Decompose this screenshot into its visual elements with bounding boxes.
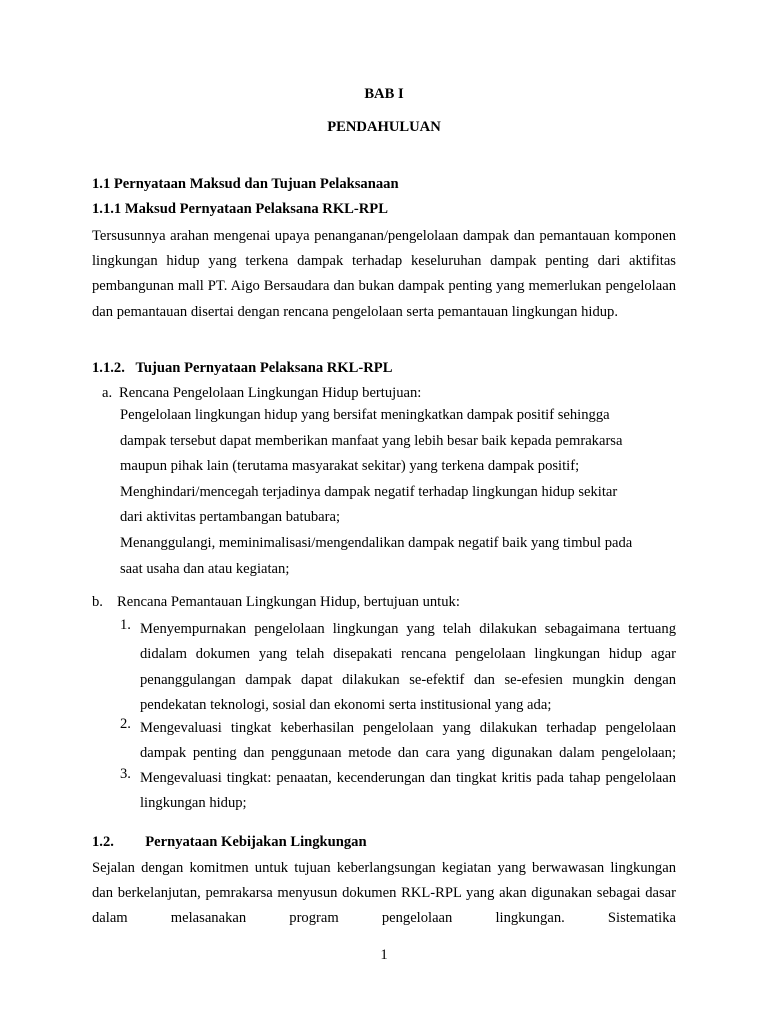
- list-lead: Rencana Pengelolaan Lingkungan Hidup bertujuan:: [119, 385, 422, 401]
- detail-line: dari aktivitas pertambangan batubara;: [120, 509, 341, 526]
- section-1-1-2-heading: 1.1.2. Tujuan Pernyataan Pelaksana RKL-RPL: [92, 360, 393, 376]
- detail-line: dampak tersebut dapat memberikan manfaat yang lebih besar baik kepada pemrakarsa: [120, 432, 623, 449]
- item-a-details: [120, 403, 680, 582]
- item-number: 1.: [120, 617, 131, 633]
- section-1-2-heading: [92, 834, 676, 851]
- detail-line: maupun pihak lain (terutama masyarakat sekitar) yang terkena dampak positif;: [120, 458, 580, 475]
- section-1-1-heading: 1.1 Pernyataan Maksud dan Tujuan Pelaksanaan: [92, 176, 399, 192]
- detail-line: Menghindari/mencegah terjadinya dampak negatif terhadap lingkungan hidup sekitar: [120, 483, 618, 500]
- item-number: 2.: [120, 716, 131, 732]
- paragraph: Tersusunnya arahan mengenai upaya penanganan/pengelolaan dampak dan pemantauan komponen lingkungan hidup yang terkena dampak terhadap keseluruhan dampak penting dari aktifitas pembangunan mall PT. Aigo Bersaudara dan bukan dampak penting yang memerlukan pengelolaan dan pemantauan disertai dengan rencana pengelolaan serta pemantauan lingkungan hidup.: [92, 228, 676, 320]
- item-text: Mengevaluasi tingkat: penaatan, kecenderungan dan tingkat kritis pada tahap pengelolaan lingkungan hidup;: [140, 770, 676, 812]
- section-1-2-body: [92, 856, 676, 932]
- detail-line: saat usaha dan atau kegiatan;: [120, 560, 290, 577]
- list-lead: Rencana Pemantauan Lingkungan Hidup, bertujuan untuk:: [117, 594, 460, 610]
- section-number: 1.2.: [92, 834, 114, 850]
- section-1-1-1-heading: 1.1.1 Maksud Pernyataan Pelaksana RKL-RPL: [92, 201, 388, 217]
- detail-line: Pengelolaan lingkungan hidup yang bersifat meningkatkan dampak positif sehingga: [120, 407, 610, 423]
- item-number: 3.: [120, 766, 131, 782]
- chapter-number: BAB I: [364, 86, 404, 102]
- chapter-title: PENDAHULUAN: [327, 119, 441, 135]
- detail-line: Menanggulangi, meminimalisasi/mengendalikan dampak negatif baik yang timbul pada: [120, 534, 633, 551]
- section-title: Pernyataan Kebijakan Lingkungan: [145, 834, 367, 850]
- page-number: 1: [380, 947, 388, 963]
- list-label: b.: [92, 594, 103, 610]
- item-text: Menyempurnakan pengelolaan lingkungan yang telah dilakukan sebagaimana tertuang didalam dokumen yang telah disepakati rencana pengelolaan lingkungan hidup agar penanggulangan dampak dapat dilakukan se-efektif dan se-efesien mungkin dengan pendekatan teknologi, sosial dan ekonomi serta institusional yang ada;: [140, 621, 676, 714]
- paragraph: Sejalan dengan komitmen untuk tujuan keberlangsungan kegiatan yang berwawasan lingkungan dan berkelanjutan, pemrakarsa menyusun dokumen RKL-RPL yang akan digunakan sebagai dasar dalam melasanakan program pengelolaan lingkungan. Sistematika: [92, 860, 676, 927]
- item-text: Mengevaluasi tingkat keberhasilan pengelolaan yang dilakukan terhadap pengelolaan dampak penting dan penggunaan metode dan cara yang digunakan dalam pengelolaan;: [140, 720, 676, 762]
- section-1-1-1-body: [92, 224, 676, 325]
- list-label: a.: [102, 385, 113, 401]
